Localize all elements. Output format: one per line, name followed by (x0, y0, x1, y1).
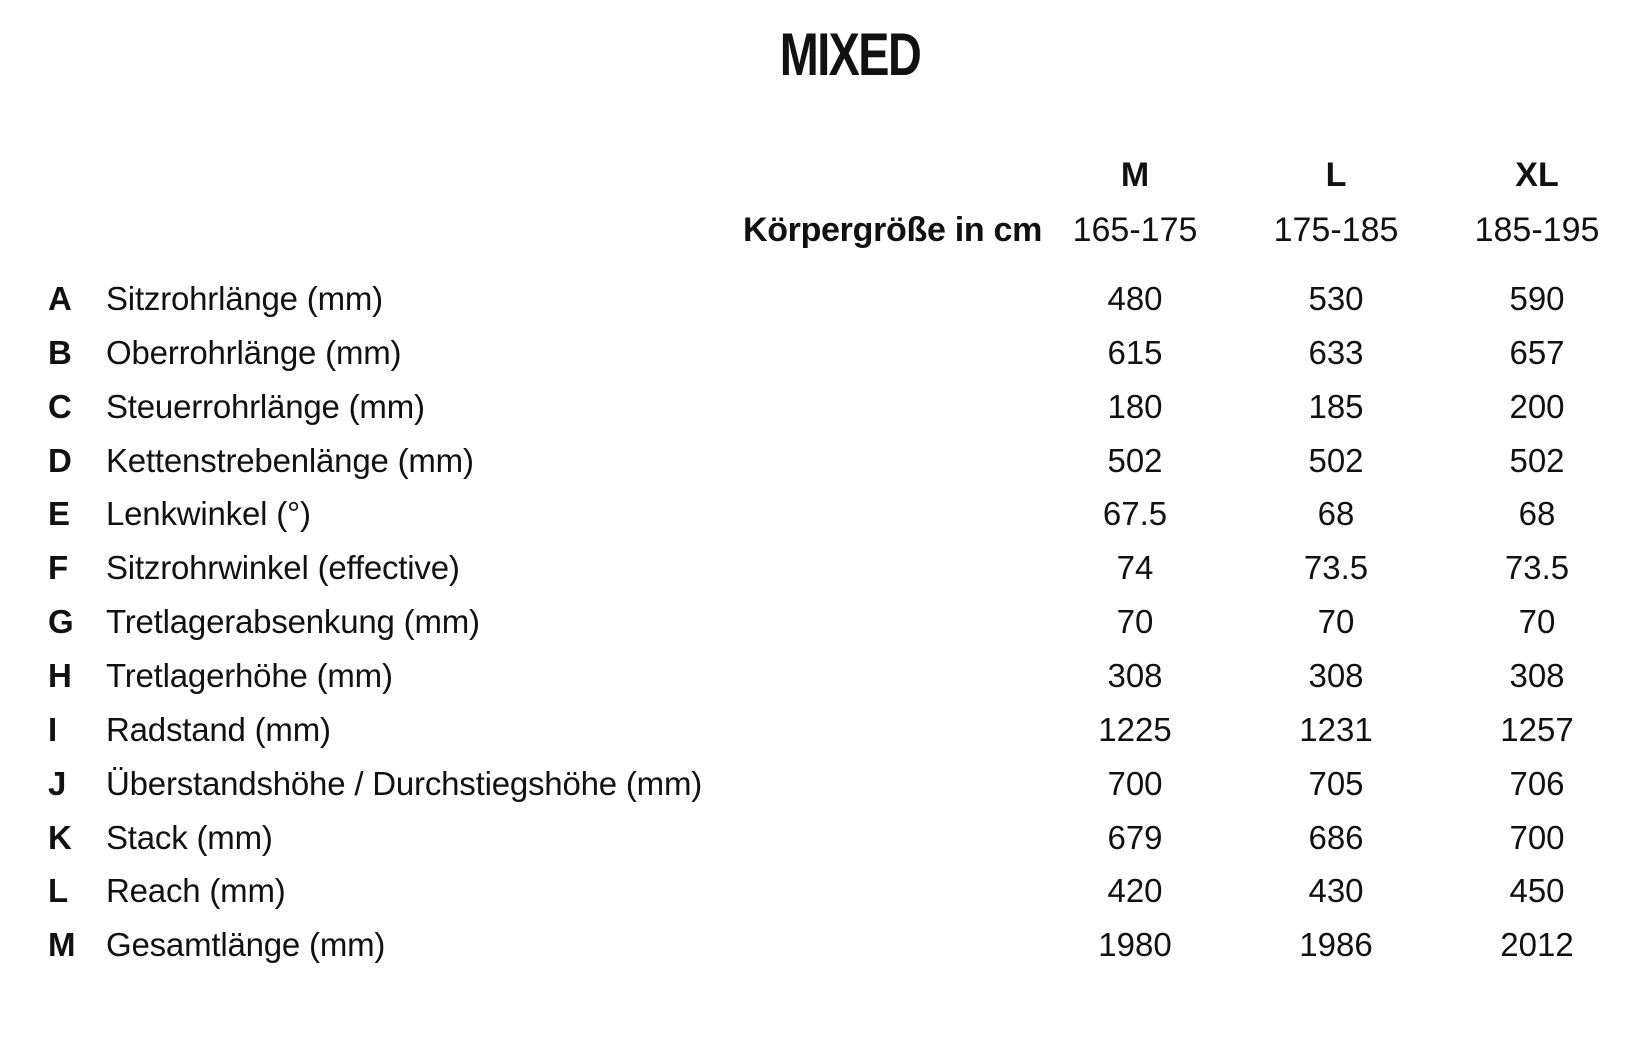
row-value-m: 70 (1116, 603, 1154, 641)
row-letter: H (48, 656, 72, 694)
row-value-xl: 2012 (1500, 926, 1574, 964)
row-label: Lenkwinkel (°) (106, 495, 311, 533)
row-value-l: 185 (1308, 387, 1364, 425)
row-label: Stack (mm) (106, 818, 273, 856)
row-letter: K (48, 818, 72, 856)
row-label: Tretlagerabsenkung (mm) (106, 603, 480, 641)
row-value-xl: 700 (1509, 818, 1565, 856)
row-value-xl: 200 (1509, 387, 1565, 425)
size-header-m: M (1120, 156, 1150, 194)
row-label: Tretlagerhöhe (mm) (106, 656, 393, 694)
size-header-l: L (1325, 156, 1347, 194)
row-value-l: 633 (1308, 333, 1364, 371)
row-value-m: 480 (1107, 280, 1163, 317)
row-value-l: 73.5 (1303, 549, 1369, 587)
row-value-l: 1986 (1299, 926, 1373, 964)
body-height-label: Körpergröße in cm (742, 211, 1042, 249)
row-label: Gesamtlänge (mm) (106, 926, 386, 964)
row-value-l: 530 (1308, 280, 1364, 317)
table-row (0, 710, 1632, 766)
row-label: Kettenstrebenlänge (mm) (106, 441, 474, 479)
row-value-m: 420 (1107, 872, 1163, 910)
row-value-l: 1231 (1299, 710, 1373, 748)
table-row (0, 279, 1632, 335)
row-letter: E (48, 495, 71, 533)
row-letter: L (48, 872, 69, 910)
row-letter: D (48, 441, 72, 479)
row-value-m: 74 (1116, 549, 1154, 587)
table-row (0, 441, 1632, 497)
table-row (0, 387, 1632, 443)
row-value-l: 70 (1317, 603, 1355, 641)
row-label: Sitzrohrwinkel (effective) (106, 549, 460, 587)
table-row (0, 548, 1632, 604)
row-label: Sitzrohrlänge (mm) (106, 280, 383, 317)
row-letter: J (48, 764, 67, 802)
row-letter: M (48, 926, 76, 964)
row-value-m: 67.5 (1102, 495, 1168, 533)
row-letter: A (48, 280, 72, 317)
row-value-m: 308 (1107, 656, 1163, 694)
row-value-m: 700 (1107, 764, 1163, 802)
row-value-m: 502 (1107, 441, 1163, 479)
size-header-xl: XL (1515, 156, 1559, 194)
table-row (0, 818, 1632, 874)
table-row (0, 764, 1632, 820)
row-label: Steuerrohrlänge (mm) (106, 387, 425, 425)
height-range-l: 175-185 (1273, 211, 1399, 249)
row-label: Oberrohrlänge (mm) (106, 333, 402, 371)
row-value-l: 430 (1308, 872, 1364, 910)
row-letter: G (48, 603, 74, 641)
table-row (0, 494, 1632, 550)
row-value-l: 502 (1308, 441, 1364, 479)
row-value-xl: 68 (1518, 495, 1556, 533)
row-label: Überstandshöhe / Durchstiegshöhe (mm) (106, 764, 703, 802)
row-value-xl: 450 (1509, 872, 1565, 910)
row-value-m: 1225 (1098, 710, 1172, 748)
row-value-m: 180 (1107, 387, 1163, 425)
row-value-m: 615 (1107, 333, 1163, 371)
page-title: MIXED (779, 21, 921, 88)
row-letter: B (48, 333, 72, 371)
row-value-xl: 657 (1509, 333, 1565, 371)
row-value-xl: 70 (1518, 603, 1556, 641)
row-value-l: 308 (1308, 656, 1364, 694)
row-value-xl: 502 (1509, 441, 1565, 479)
table-row (0, 602, 1632, 658)
row-value-xl: 73.5 (1504, 549, 1570, 587)
row-value-m: 679 (1107, 818, 1163, 856)
table-row (0, 871, 1632, 927)
row-value-xl: 1257 (1500, 710, 1574, 748)
table-row (0, 333, 1632, 389)
row-value-m: 1980 (1098, 926, 1172, 964)
row-value-l: 68 (1317, 495, 1355, 533)
row-value-xl: 590 (1509, 280, 1565, 317)
row-label: Reach (mm) (106, 872, 286, 910)
table-row (0, 925, 1632, 981)
height-range-xl: 185-195 (1474, 211, 1600, 249)
table-row (0, 656, 1632, 712)
row-value-l: 705 (1308, 764, 1364, 802)
row-letter: I (48, 710, 58, 748)
row-value-xl: 308 (1509, 656, 1565, 694)
height-range-m: 165-175 (1072, 211, 1198, 249)
row-value-l: 686 (1308, 818, 1364, 856)
row-letter: C (48, 387, 72, 425)
row-letter: F (48, 549, 69, 587)
row-value-xl: 706 (1509, 764, 1565, 802)
row-label: Radstand (mm) (106, 710, 331, 748)
